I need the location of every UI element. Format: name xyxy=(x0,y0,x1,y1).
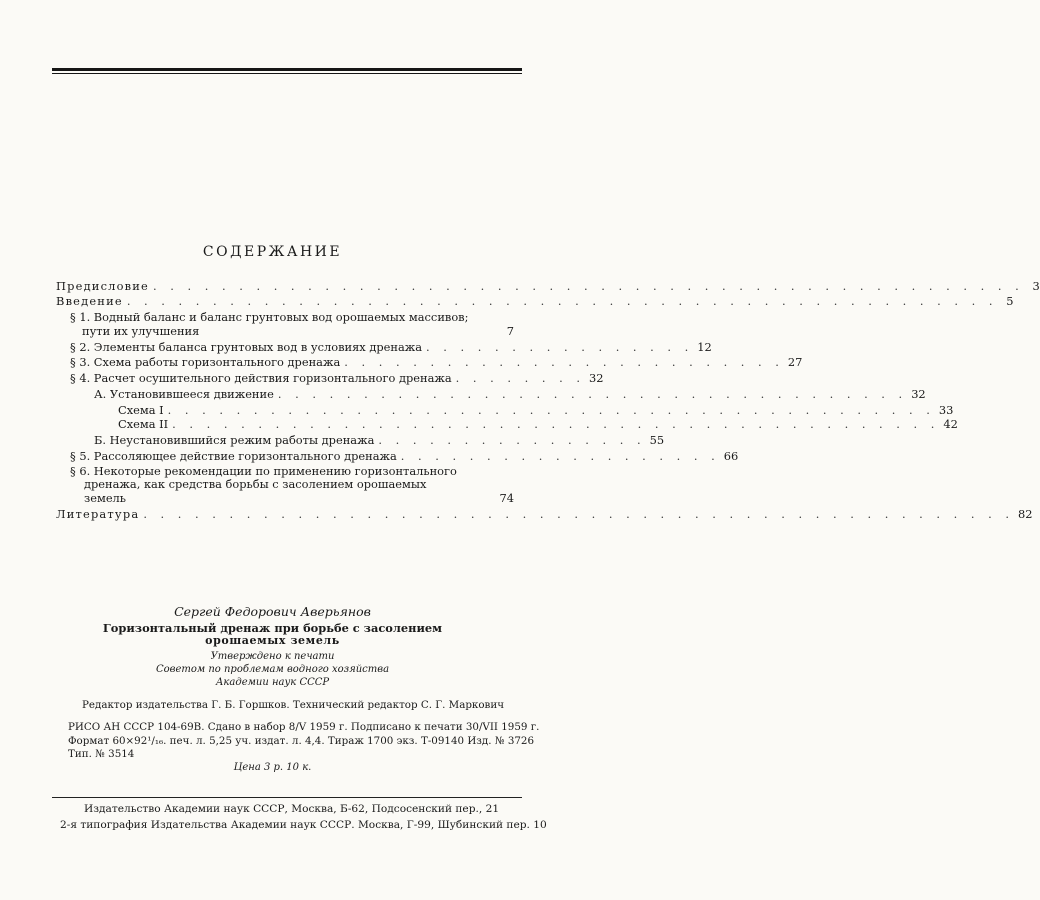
toc-entry-label: Введение xyxy=(56,294,123,308)
toc-entry-label: § 3. Схема работы горизонтального дренажа xyxy=(70,355,341,369)
toc-entry-section-3[interactable] xyxy=(70,355,803,369)
book-title: Горизонтальный дренаж при борьбе с засолением xyxy=(102,621,443,635)
toc-entry-label: пути их улучшения xyxy=(82,324,200,338)
imprint-line-3: Тип. № 3514 xyxy=(68,748,135,760)
toc-entry-subsection-b[interactable] xyxy=(94,433,665,447)
toc-entry-page: 5 xyxy=(1006,294,1014,308)
toc-entry-bibliography[interactable] xyxy=(56,507,1033,521)
toc-entry-page: 55 xyxy=(649,433,665,447)
toc-entry-section-2[interactable] xyxy=(70,340,712,354)
publisher-address: Издательство Академии наук СССР, Москва, Б-62, Подсосенский пер., 21 xyxy=(84,803,500,815)
toc-leader-dots: . . . . . . . . . . . . . . . . . . . . . . . . . . . . . . . . . . . . . . . . . . . . . xyxy=(167,403,935,417)
top-rule-thin xyxy=(52,73,522,74)
approval-line-2: Советом по проблемам водного хозяйства xyxy=(155,664,390,675)
toc-entry-label: Б. Неустановившийся режим работы дренажа xyxy=(94,433,375,447)
toc-entry-page: 82 xyxy=(1018,507,1033,521)
toc-leader-dots: . . . . . . . . . . . . . . . . . . . . . . . . . . . . . . . . . . . . . . . . . . . . . . . . . . . xyxy=(153,279,1024,293)
toc-entry-subsection-a[interactable] xyxy=(94,387,926,401)
toc-entry-page: 32 xyxy=(588,371,604,385)
toc-entry-label: Предисловие xyxy=(56,279,149,293)
toc-entry-scheme-2[interactable] xyxy=(118,417,958,431)
toc-entry-section-6-line-2: дренажа, как средства борьбы с засолением орошаемых xyxy=(84,477,427,491)
toc-entry-introduction[interactable] xyxy=(56,294,1014,308)
toc-entry-label: § 5. Рассоляющее действие горизонтального дренажа xyxy=(70,449,397,463)
toc-leader-dots: . . . . . . . . . . . . . . . . xyxy=(378,433,646,447)
toc-leader-dots: . . . . . . . . . . . . . . . . . . . xyxy=(400,449,720,463)
toc-entry-section-6[interactable] xyxy=(84,492,514,505)
toc-leader-dots: . . . . . . . . . . . . . . . . . . . . . . . . . . . . . . . . . . . . . . . . . . . . . xyxy=(172,417,940,431)
toc-entry-page: 12 xyxy=(697,340,712,354)
approval-line-1: Утверждено к печати xyxy=(210,651,335,662)
price: Цена 3 р. 10 к. xyxy=(233,762,312,773)
toc-leader-dots: . . . . . . . . . . . . . . . . . . . . . . . . . . . . . . . . . . . . . . . . . . . . . . . . . . . xyxy=(143,507,1015,521)
printer-address: 2-я типография Издательства Академии наук СССР. Москва, Г-99, Шубинский пер. 10 xyxy=(60,819,547,831)
toc-leader-dots: . . . . . . . . . . . . . . . . . . . . . . . . . . xyxy=(344,355,784,369)
toc-entry-page: 74 xyxy=(499,491,514,505)
toc-entry-label: Схема I xyxy=(118,403,164,417)
toc-entry-label: А. Установившееся движение xyxy=(94,387,274,401)
imprint-line-2: Формат 60×92¹/₁₆. печ. л. 5,25 уч. издат. л. 4,4. Тираж 1700 экз. Т-09140 Изд. № 3726 xyxy=(68,735,535,747)
bottom-rule xyxy=(52,797,522,798)
toc-entry-page: 66 xyxy=(723,449,739,463)
author-name: Сергей Федорович Аверьянов xyxy=(174,604,371,619)
book-title-line-2: орошаемых земель xyxy=(205,634,340,647)
toc-entry-page: 32 xyxy=(911,387,926,401)
toc-entry-page: 42 xyxy=(943,417,958,431)
approval-line-3: Академии наук СССР xyxy=(215,677,330,688)
toc-title: СОДЕРЖАНИЕ xyxy=(202,244,343,260)
toc-entry-section-1[interactable] xyxy=(82,325,514,338)
toc-entry-section-1-line-1: § 1. Водный баланс и баланс грунтовых вод орошаемых массивов; xyxy=(70,310,469,324)
toc-entry-label: Литература xyxy=(56,507,140,521)
toc-entry-label: § 2. Элементы баланса грунтовых вод в условиях дренажа xyxy=(70,340,423,354)
top-rule-thick xyxy=(52,68,522,71)
toc-entry-section-5[interactable] xyxy=(70,449,739,463)
toc-leader-dots: . . . . . . . . . . . . . . . . . . . . . . . . . . . . . . . . . . . . . xyxy=(277,387,908,401)
toc-leader-dots: . . . . . . . . xyxy=(455,371,585,385)
toc-entry-preface[interactable] xyxy=(56,279,1040,293)
toc-entry-section-4[interactable] xyxy=(70,371,604,385)
toc-entry-page: 27 xyxy=(787,355,803,369)
toc-entry-section-6-line-1: § 6. Некоторые рекомендации по применению горизонтального xyxy=(70,464,457,478)
toc-entry-label: земель xyxy=(84,491,126,505)
toc-entry-label: Схема II xyxy=(118,417,169,431)
toc-entry-scheme-1[interactable] xyxy=(118,403,954,417)
toc-entry-page: 7 xyxy=(506,324,514,338)
toc-leader-dots: . . . . . . . . . . . . . . . . . . . . . . . . . . . . . . . . . . . . . . . . . . . . . . . . . . . xyxy=(126,294,998,308)
toc-entry-label: § 4. Расчет осушительного действия горизонтального дренажа xyxy=(70,371,452,385)
editors-line: Редактор издательства Г. Б. Горшков. Технический редактор С. Г. Маркович xyxy=(82,699,505,711)
toc-leader-dots: . . . . . . . . . . . . . . . . xyxy=(426,340,694,354)
imprint-line-1: РИСО АН СССР 104-69В. Сдано в набор 8/V 1959 г. Подписано к печати 30/VII 1959 г. xyxy=(68,721,540,733)
toc-entry-page: 3 xyxy=(1032,279,1040,293)
toc-entry-page: 33 xyxy=(938,403,954,417)
